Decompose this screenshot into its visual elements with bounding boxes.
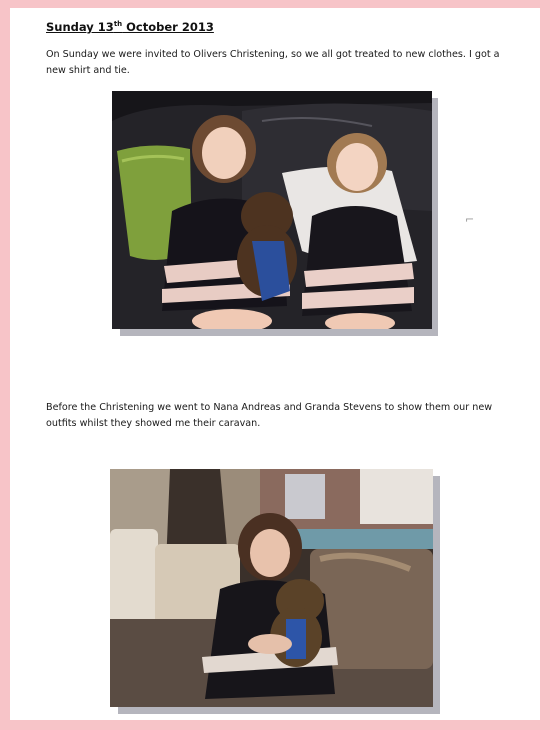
paragraph-christening: On Sunday we were invited to Olivers Christening, so we all got treated to new clothes. I got a new shirt and tie. <box>46 49 500 76</box>
heading-ordinal: th <box>113 20 123 29</box>
photo-girl-in-caravan <box>110 469 433 707</box>
heading-month-year: October 2013 <box>122 20 214 34</box>
scrapbook-page <box>10 8 540 720</box>
heading-date: Sunday 13 <box>46 20 114 34</box>
photo-girls-on-sofa <box>112 91 432 329</box>
pen-mark: ⌐ <box>465 213 475 226</box>
paragraph-caravan: Before the Christening we went to Nana Andreas and Granda Stevens to show them our new outfits whilst they showed me their caravan. <box>46 402 493 429</box>
page-heading <box>46 20 214 34</box>
